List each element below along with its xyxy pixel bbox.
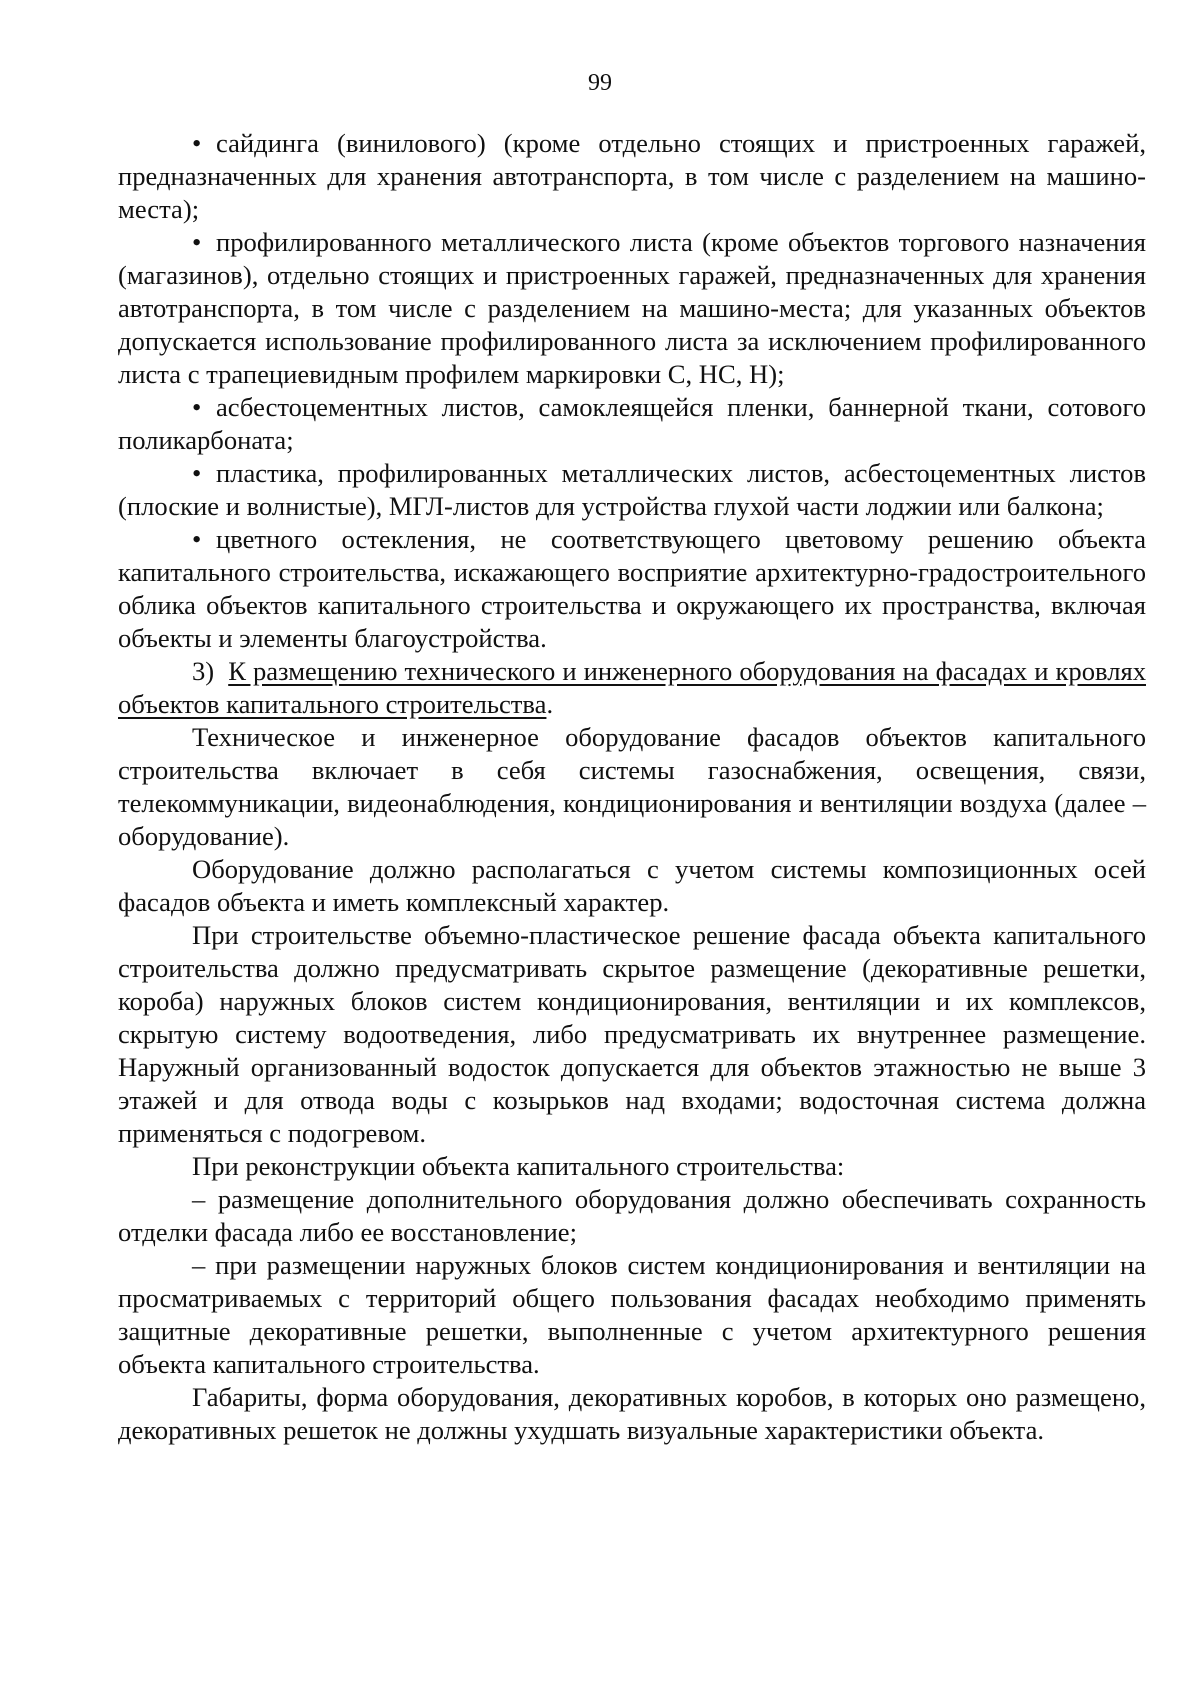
paragraph: Техническое и инженерное оборудование фасадов объектов капитального строительства включает в себя системы газоснабжения, освещения, связи, телекоммуникации, видеонаблюдения, кондиционирования и вентиляции воздуха (далее – оборудование). — [118, 722, 1146, 851]
bullet-item: • профилированного металлического листа (кроме объектов торгового назначения (магазинов), отдельно стоящих и пристроенных гаражей, предназначенных для хранения автотранспорта, в том числе с разделением на машино-места; для указанных объектов допускается использование профилированного листа за исключением профилированного листа с трапециевидным профилем маркировки С, НС, Н); — [118, 227, 1146, 389]
bullet-item: • сайдинга (винилового) (кроме отдельно стоящих и пристроенных гаражей, предназначенных для хранения автотранспорта, в том числе с разделением на машино-места); — [118, 128, 1146, 224]
paragraph: При строительстве объемно-пластическое решение фасада объекта капитального строительства должно предусматривать скрытое размещение (декоративные решетки, короба) наружных блоков систем кондиционирования, вентиляции и их комплексов, скрытую систему водоотведения, либо предусматривать их внутреннее размещение. Наружный организованный водосток допускается для объектов этажностью не выше 3 этажей и для отвода воды с козырьков над входами; водосточная система должна применяться с подогревом. — [118, 920, 1146, 1148]
bullet-item: • цветного остекления, не соответствующего цветовому решению объекта капитального строительства, искажающего восприятие архитектурно-градостроительного облика объектов капитального строительства и окружающего их пространства, включая объекты и элементы благоустройства. — [118, 524, 1146, 653]
paragraph: При реконструкции объекта капитального строительства: — [192, 1151, 845, 1181]
dash-item: – при размещении наружных блоков систем кондиционирования и вентиляции на просматриваемых с территорий общего пользования фасадах необходимо применять защитные декоративные решетки, выполненные с учетом архитектурного решения объекта капитального строительства. — [118, 1250, 1146, 1379]
paragraph: Оборудование должно располагаться с учетом системы композиционных осей фасадов объекта и иметь комплексный характер. — [118, 854, 1146, 917]
document-body — [118, 127, 1146, 1447]
bullet-item: • асбестоцементных листов, самоклеящейся пленки, баннерной ткани, сотового поликарбоната; — [118, 392, 1146, 455]
paragraph: Габариты, форма оборудования, декоративных коробов, в которых оно размещено, декоративных решеток не должны ухудшать визуальные характеристики объекта. — [118, 1382, 1146, 1445]
section-heading-text: К размещению технического и инженерного оборудования на фасадах и кровлях объектов капитального строительства — [118, 656, 1146, 719]
bullet-icon: • — [192, 524, 202, 554]
bullet-icon: • — [192, 227, 202, 257]
dash-item: – размещение дополнительного оборудования должно обеспечивать сохранность отделки фасада либо ее восстановление; — [118, 1184, 1146, 1247]
section-heading: 3) К размещению технического и инженерного оборудования на фасадах и кровлях объектов капитального строительства. — [118, 656, 1146, 719]
bullet-item: • пластика, профилированных металлических листов, асбестоцементных листов (плоские и волнистые), МГЛ-листов для устройства глухой части лоджии или балкона; — [118, 458, 1146, 521]
page-number: 99 — [588, 70, 612, 96]
bullet-icon: • — [192, 392, 202, 422]
bullet-icon: • — [192, 128, 202, 158]
section-number: 3) — [192, 656, 215, 686]
bullet-icon: • — [192, 458, 202, 488]
